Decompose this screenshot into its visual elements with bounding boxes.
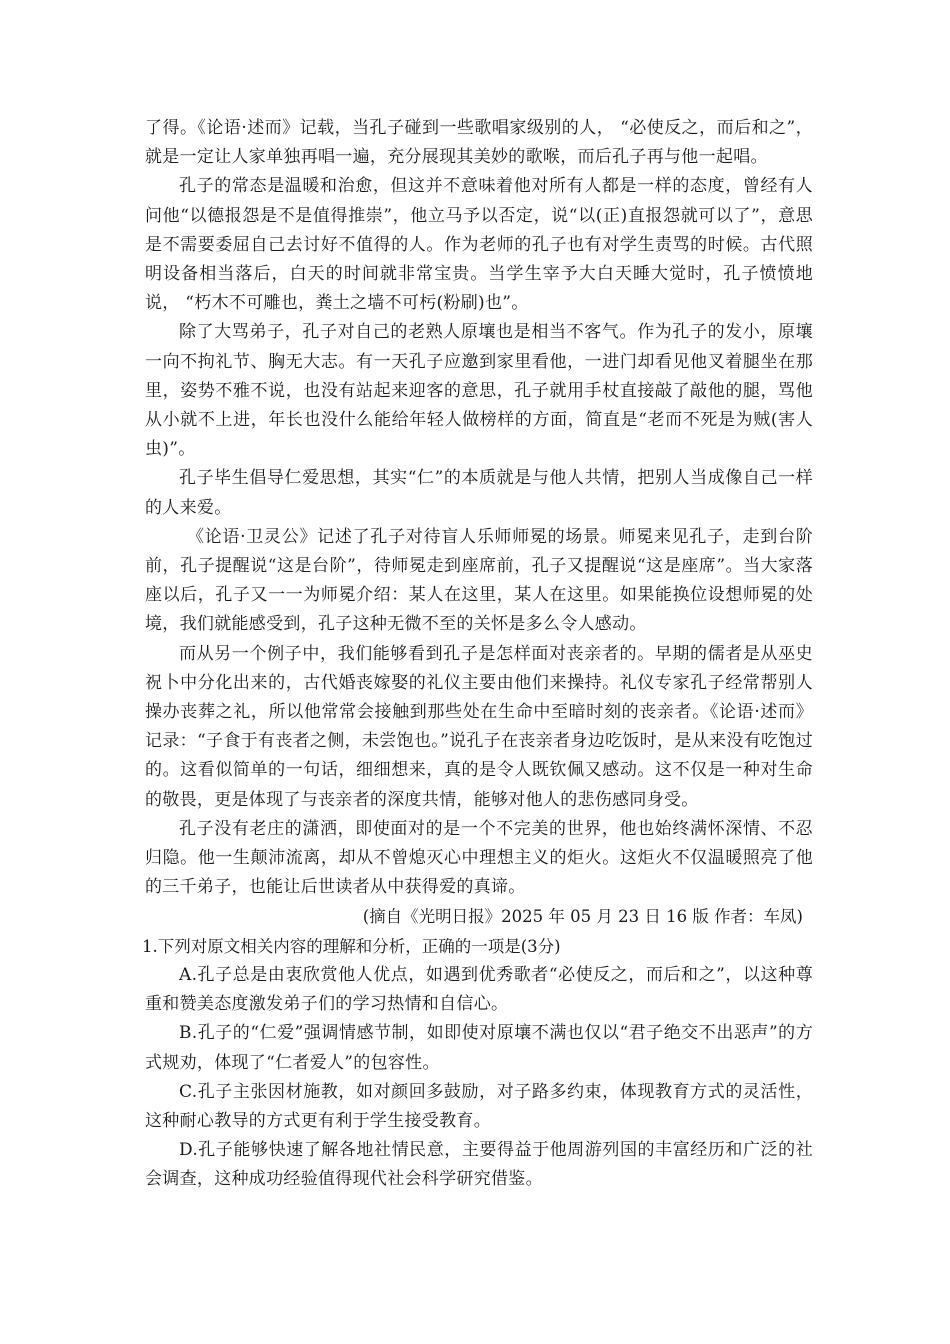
document-page <box>142 114 813 1195</box>
option-b: B.孔子的“仁爱”强调情感节制，如即使对原壤不满也仅以“君子绝交不出恶声”的方式规劝，体现了“仁者爱人”的包容性。 <box>145 1023 813 1073</box>
option-a: A.孔子总是由衷欣赏他人优点，如遇到优秀歌者“必使反之，而后和之”，以这种尊重和赞美态度激发弟子们的学习热情和自信心。 <box>145 964 813 1015</box>
article-paragraph-5: 《论语·卫灵公》记述了孔子对待盲人乐师师冕的场景。师冕来见孔子，走到台阶前，孔子提醒说“这是台阶”，待师冕走到座席前，孔子又提醒说“这是座席”。当大家落座以后，孔子又一一为师冕介绍：某人在这里，某人在这里。如果能换位设想师冕的处境，我们就能感受到，孔子这种无微不至的关怀是多么令人感动。 <box>145 526 813 635</box>
article-source: (摘自《光明日报》2025 年 05 月 23 日 16 版 作者：车凤) <box>362 907 803 927</box>
option-d: D.孔子能够快速了解各地社情民意，主要得益于他周游列国的丰富经历和广泛的社会调查，这种成功经验值得现代社会科学研究借鉴。 <box>145 1140 813 1190</box>
article-paragraph-4: 孔子毕生倡导仁爱思想，其实“仁”的本质就是与他人共情，把别人当成像自己一样的人来爱。 <box>145 468 813 518</box>
article-paragraph-3: 除了大骂弟子，孔子对自己的老熟人原壤也是相当不客气。作为孔子的发小，原壤一向不拘礼节、胸无大志。有一天孔子应邀到家里看他，一进门却看见他叉着腿坐在那里，姿势不雅不说，也没有站起来迎客的意思，孔子就用手杖直接敲了敲他的腿，骂他从小就不上进，年长也没什么能给年轻人做榜样的方面，简直是“老而不死是为贼(害人虫)”。 <box>145 322 813 460</box>
question-stem: 1.下列对原文相关内容的理解和分析，正确的一项是(3分) <box>142 936 561 956</box>
article-paragraph-7: 孔子没有老庄的潇洒，即使面对的是一个不完美的世界，他也始终满怀深情、不忍归隐。他一生颠沛流离，却从不曾熄灭心中理想主义的炬火。这炬火不仅温暖照亮了他的三千弟子，也能让后世读者从中获得爱的真谛。 <box>145 818 813 898</box>
article-paragraph-2: 孔子的常态是温暖和治愈，但这并不意味着他对所有人都是一样的态度，曾经有人问他“以德报怨是不是值得推崇”，他立马予以否定，说“以(正)直报怨就可以了”，意思是不需要委屈自己去讨好不值得的人。作为老师的孔子也有对学生责骂的时候。古代照明设备相当落后，白天的时间就非常宝贵。当学生宰予大白天睡大觉时，孔子愤愤地说， “朽木不可雕也，粪土之墙不可杇(粉刷)也”。 <box>145 176 813 314</box>
option-c: C.孔子主张因材施教，如对颜回多鼓励，对子路多约束，体现教育方式的灵活性，这种耐心教导的方式更有利于学生接受教育。 <box>145 1081 813 1131</box>
article-paragraph-6: 而从另一个例子中，我们能够看到孔子是怎样面对丧亲者的。早期的儒者是从巫史祝卜中分化出来的，古代婚丧嫁娶的礼仪主要由他们来操持。礼仪专家孔子经常帮别人操办丧葬之礼，所以他常常会接触到那些处在生命中至暗时刻的丧亲者。《论语·述而》记录：“子食于有丧者之侧，未尝饱也。”说孔子在丧亲者身边吃饭时，是从来没有吃饱过的。这看似简单的一句话，细细想来，真的是令人既钦佩又感动。这不仅是一种对生命的敬畏，更是体现了与丧亲者的深度共情，能够对他人的悲伤感同身受。 <box>145 643 813 810</box>
article-paragraph-1: 了得。《论语·述而》记载，当孔子碰到一些歌唱家级别的人， “必使反之，而后和之”，就是一定让人家单独再唱一遍，充分展现其美妙的歌喉，而后孔子再与他一起唱。 <box>145 118 813 168</box>
